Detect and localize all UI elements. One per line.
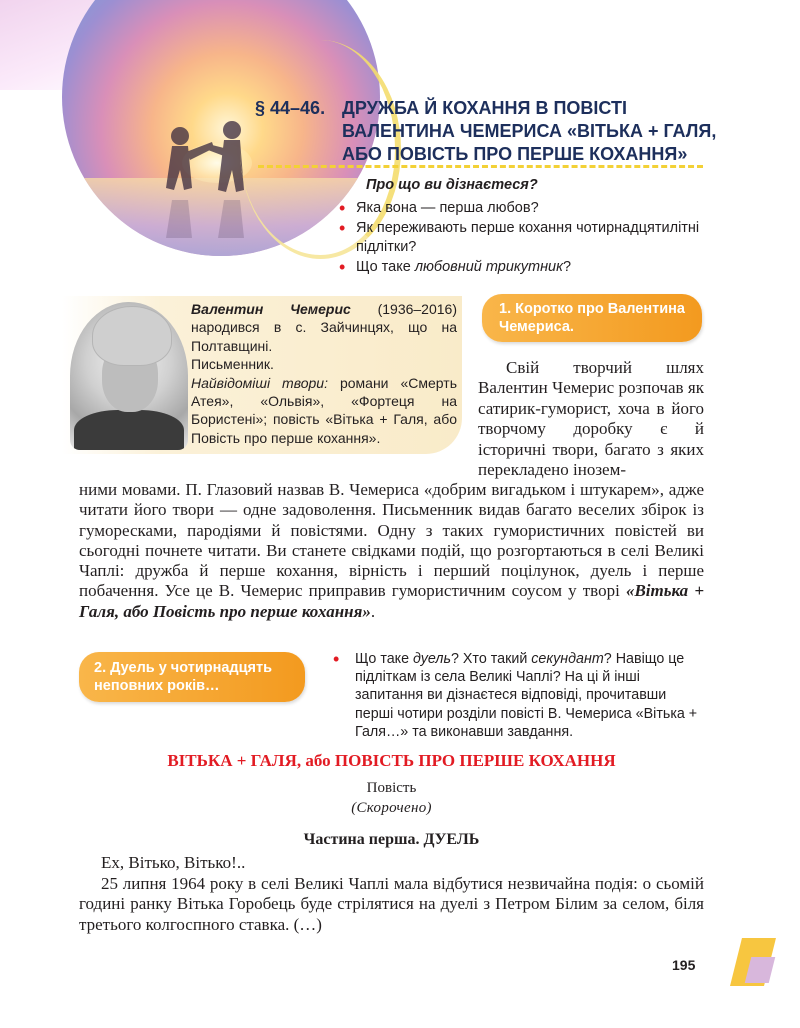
section-2-questions: • Що таке дуель? Хто такий секундант? Навіщо це підліткам із села Великі Чаплі? На ці й інші запитання ви дізнаєтеся відповіді, прочитавши перші чотири розділи повісті В. Чемериса «Вітька + Галя…» та виконавши завдання. xyxy=(333,649,698,740)
bullet-icon: • xyxy=(333,649,340,669)
story-abridged-note: (Скорочено) xyxy=(351,800,432,816)
section-1-text: ними мовами. П. Глазовий назвав В. Чемериса «добрим вигадьком і штукарем», адже читати його твори — одне задоволення. Письменник видав багато веселих збірок із гуморесками, пародіями й повістями. Одну з таких гумористичних повістей ви сьогодні почнете читати. Ви станете свідками подій, що розгортаються в селі Великі Чаплі: дружба й перше кохання, вірність і перший поцілунок, дуель і перше побачення. Усе це В. Чемерис приправив гумористичним соусом у творі «Вітька + Галя, або Повість про перше кохання». xyxy=(79,480,704,621)
author-name: Валентин Чемерис xyxy=(191,301,351,317)
learning-goals-list xyxy=(336,199,736,277)
story-text: Ех, Вітько, Вітько!.. 25 липня 1964 року в селі Великі Чаплі мала відбутися незвичайна подія: о сьомій годині ранку Вітька Горобець буде стрілятися на дуелі з Петром Білим за селом, біля третього колгоспного ставка. (…) xyxy=(79,853,704,934)
story-part-title: Частина перша. ДУЕЛЬ xyxy=(303,831,480,848)
author-birthplace: народився в с. Зайчинцях, що на Полтавщині. xyxy=(191,319,457,354)
learning-goals-title: Про що ви дізнаєтеся? xyxy=(366,177,538,193)
learning-goal-item: • Як переживають перше кохання чотирнадцятилітні підлітки? xyxy=(336,219,736,257)
chapter-title: ДРУЖБА Й КОХАННЯ В ПОВІСТІ ВАЛЕНТИНА ЧЕМЕРИСА «ВІТЬКА + ГАЛЯ, АБО ПОВІСТЬ ПРО ПЕРШЕ КОХАННЯ» xyxy=(342,98,717,164)
learning-goal-item: • Що таке любовний трикутник? xyxy=(336,258,736,277)
portrait-hair xyxy=(92,306,172,366)
learning-goal-item: • Яка вона — перша любов? xyxy=(336,199,736,218)
author-portrait xyxy=(70,302,188,450)
author-works: романи «Смерть Атея», «Ольвія», «Фортеця на Бористені»; повість «Вітька + Галя, або Повість про перше кохання». xyxy=(191,374,457,446)
author-occupation: Письменник. xyxy=(191,356,274,373)
section-2-label: 2. Дуель у чотирнадцять неповних років… xyxy=(79,652,305,702)
portrait-coat xyxy=(74,410,184,450)
heading-divider xyxy=(258,165,703,168)
page-number: 195 xyxy=(672,957,696,973)
story-genre: Повість xyxy=(366,780,417,796)
page-corner-decoration-accent xyxy=(745,957,775,983)
section-1-text-start: Свій творчий шлях Валентин Чемерис розпочав як сатирик-гуморист, хоча в його творчому доробку є й історичні твори, багато з яких перекладено інозем- xyxy=(478,358,704,480)
author-years: (1936–2016) xyxy=(350,301,457,317)
section-1-label: 1. Коротко про Валентина Чемериса. xyxy=(482,294,702,342)
author-works-label: Найвідоміші твори: xyxy=(191,374,328,391)
chapter-number: § 44–46. xyxy=(255,98,326,118)
learning-goals xyxy=(336,176,736,278)
story-title: ВІТЬКА + ГАЛЯ, або ПОВІСТЬ ПРО ПЕРШЕ КОХАННЯ xyxy=(167,751,616,770)
author-bio-text xyxy=(191,300,457,447)
work-title: «Вітька + Галя, або Повість про перше кохання» xyxy=(79,581,704,621)
